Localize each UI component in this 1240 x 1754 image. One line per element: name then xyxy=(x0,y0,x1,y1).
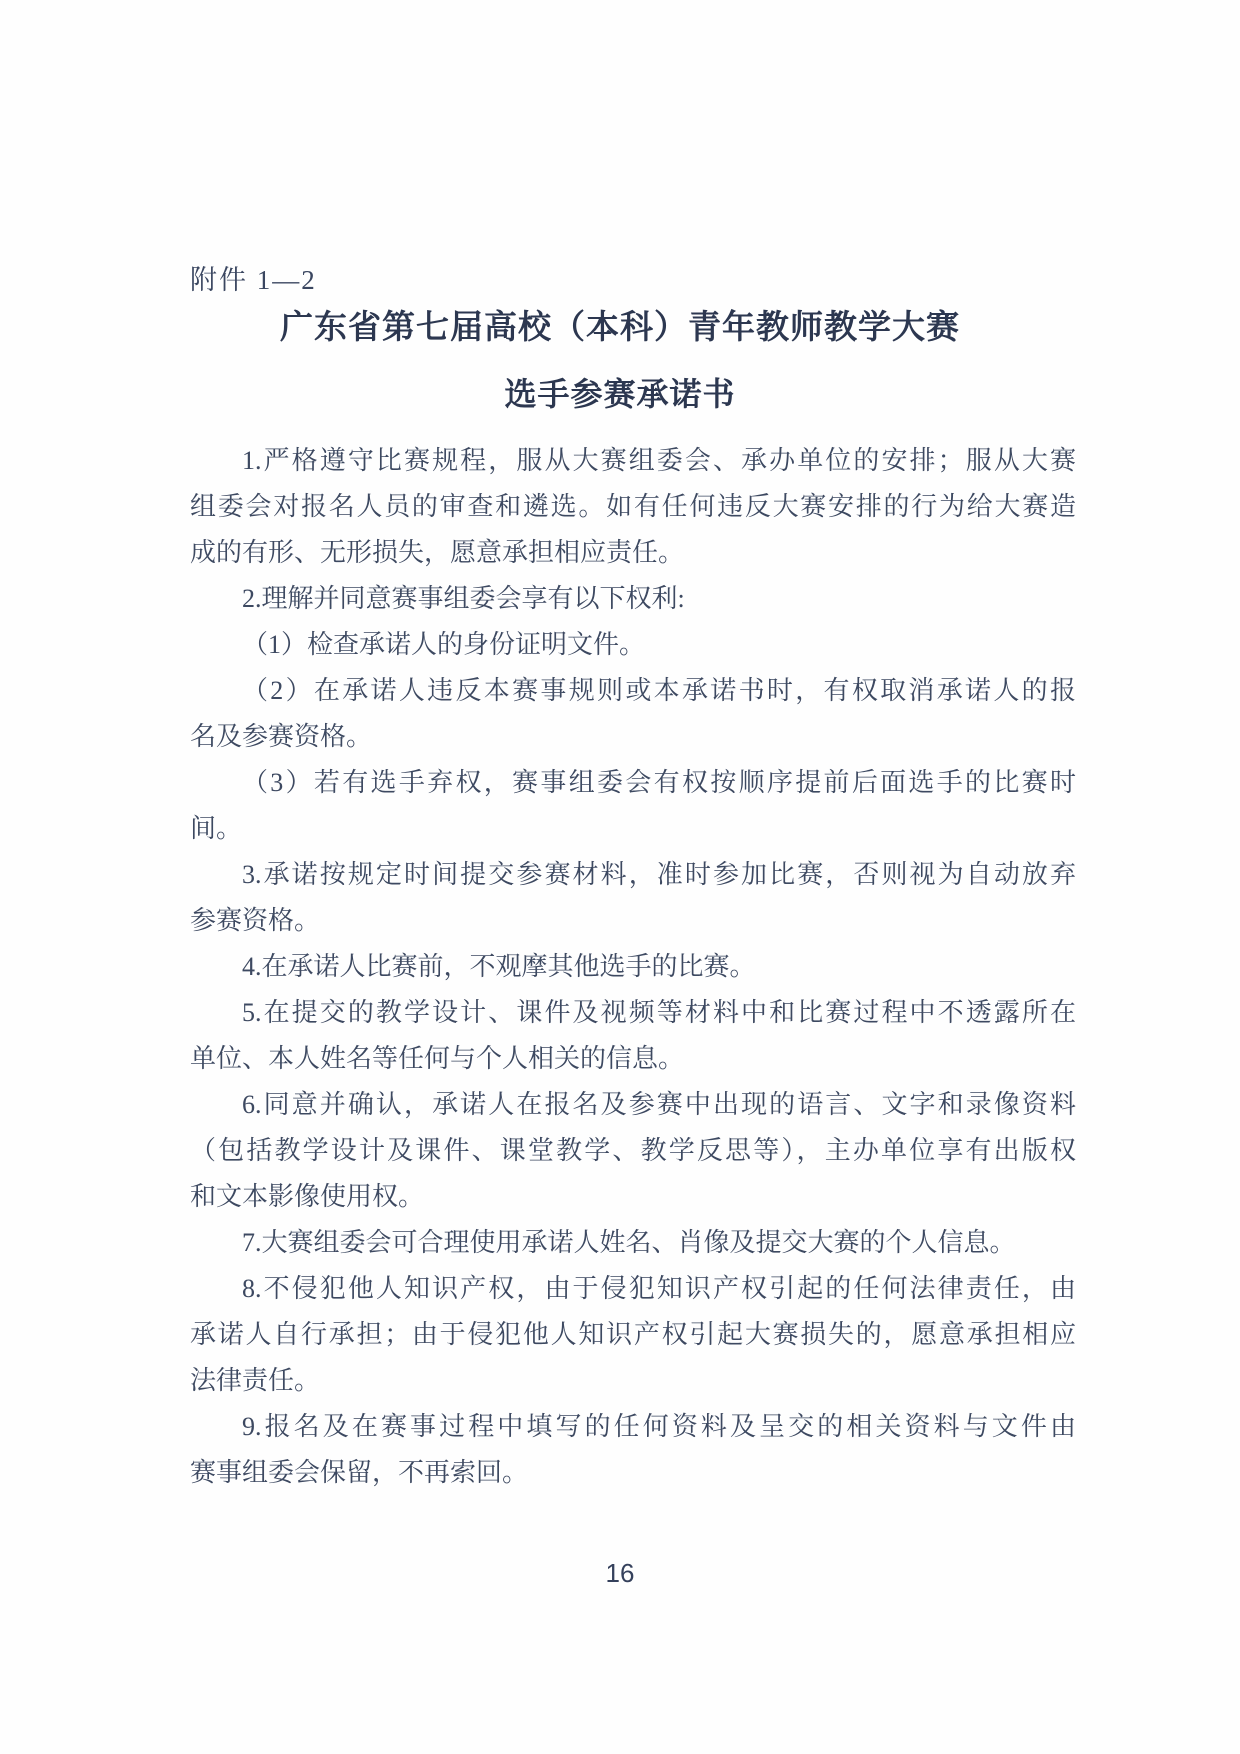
text-line: 和文本影像使用权。 xyxy=(190,1182,425,1211)
document-subtitle: 选手参赛承诺书 xyxy=(504,376,736,412)
text-line: 3.承诺按规定时间提交参赛材料，准时参加比赛，否则视为自动放弃 xyxy=(242,860,1076,889)
text-line: 参赛资格。 xyxy=(190,906,321,935)
text-line: 1.严格遵守比赛规程，服从大赛组委会、承办单位的安排；服从大赛 xyxy=(242,446,1076,475)
text-line: 8.不侵犯他人知识产权，由于侵犯知识产权引起的任何法律责任，由 xyxy=(242,1274,1076,1303)
document-title: 广东省第七届高校（本科）青年教师教学大赛 xyxy=(280,310,960,346)
text-line: 赛事组委会保留，不再索回。 xyxy=(190,1458,529,1487)
attachment-label: 附件 1—2 xyxy=(190,265,317,295)
text-line: 组委会对报名人员的审查和遴选。如有任何违反大赛安排的行为给大赛造 xyxy=(190,492,1076,521)
text-line: 承诺人自行承担；由于侵犯他人知识产权引起大赛损失的，愿意承担相应 xyxy=(190,1320,1076,1349)
text-line: 4.在承诺人比赛前，不观摩其他选手的比赛。 xyxy=(242,952,756,981)
text-line: 7.大赛组委会可合理使用承诺人姓名、肖像及提交大赛的个人信息。 xyxy=(242,1228,1016,1257)
text-line: 5.在提交的教学设计、课件及视频等材料中和比赛过程中不透露所在 xyxy=(242,998,1076,1027)
text-line: 单位、本人姓名等任何与个人相关的信息。 xyxy=(190,1044,685,1073)
text-line: 2.理解并同意赛事组委会享有以下权利: xyxy=(242,584,685,613)
text-line: （1）检查承诺人的身份证明文件。 xyxy=(242,630,646,659)
document-body xyxy=(190,438,1076,1496)
page-number: 16 xyxy=(605,1558,635,1588)
text-line: （2）在承诺人违反本赛事规则或本承诺书时，有权取消承诺人的报 xyxy=(242,676,1076,705)
text-line: 9.报名及在赛事过程中填写的任何资料及呈交的相关资料与文件由 xyxy=(242,1412,1076,1441)
text-line: 6.同意并确认，承诺人在报名及参赛中出现的语言、文字和录像资料 xyxy=(242,1090,1076,1119)
text-line: 间。 xyxy=(190,814,243,843)
text-line: （3）若有选手弃权，赛事组委会有权按顺序提前后面选手的比赛时 xyxy=(242,768,1076,797)
text-line: 法律责任。 xyxy=(190,1366,321,1395)
text-line: 成的有形、无形损失，愿意承担相应责任。 xyxy=(190,538,685,567)
text-line: （包括教学设计及课件、课堂教学、教学反思等），主办单位享有出版权 xyxy=(190,1136,1076,1165)
text-line: 名及参赛资格。 xyxy=(190,722,373,751)
